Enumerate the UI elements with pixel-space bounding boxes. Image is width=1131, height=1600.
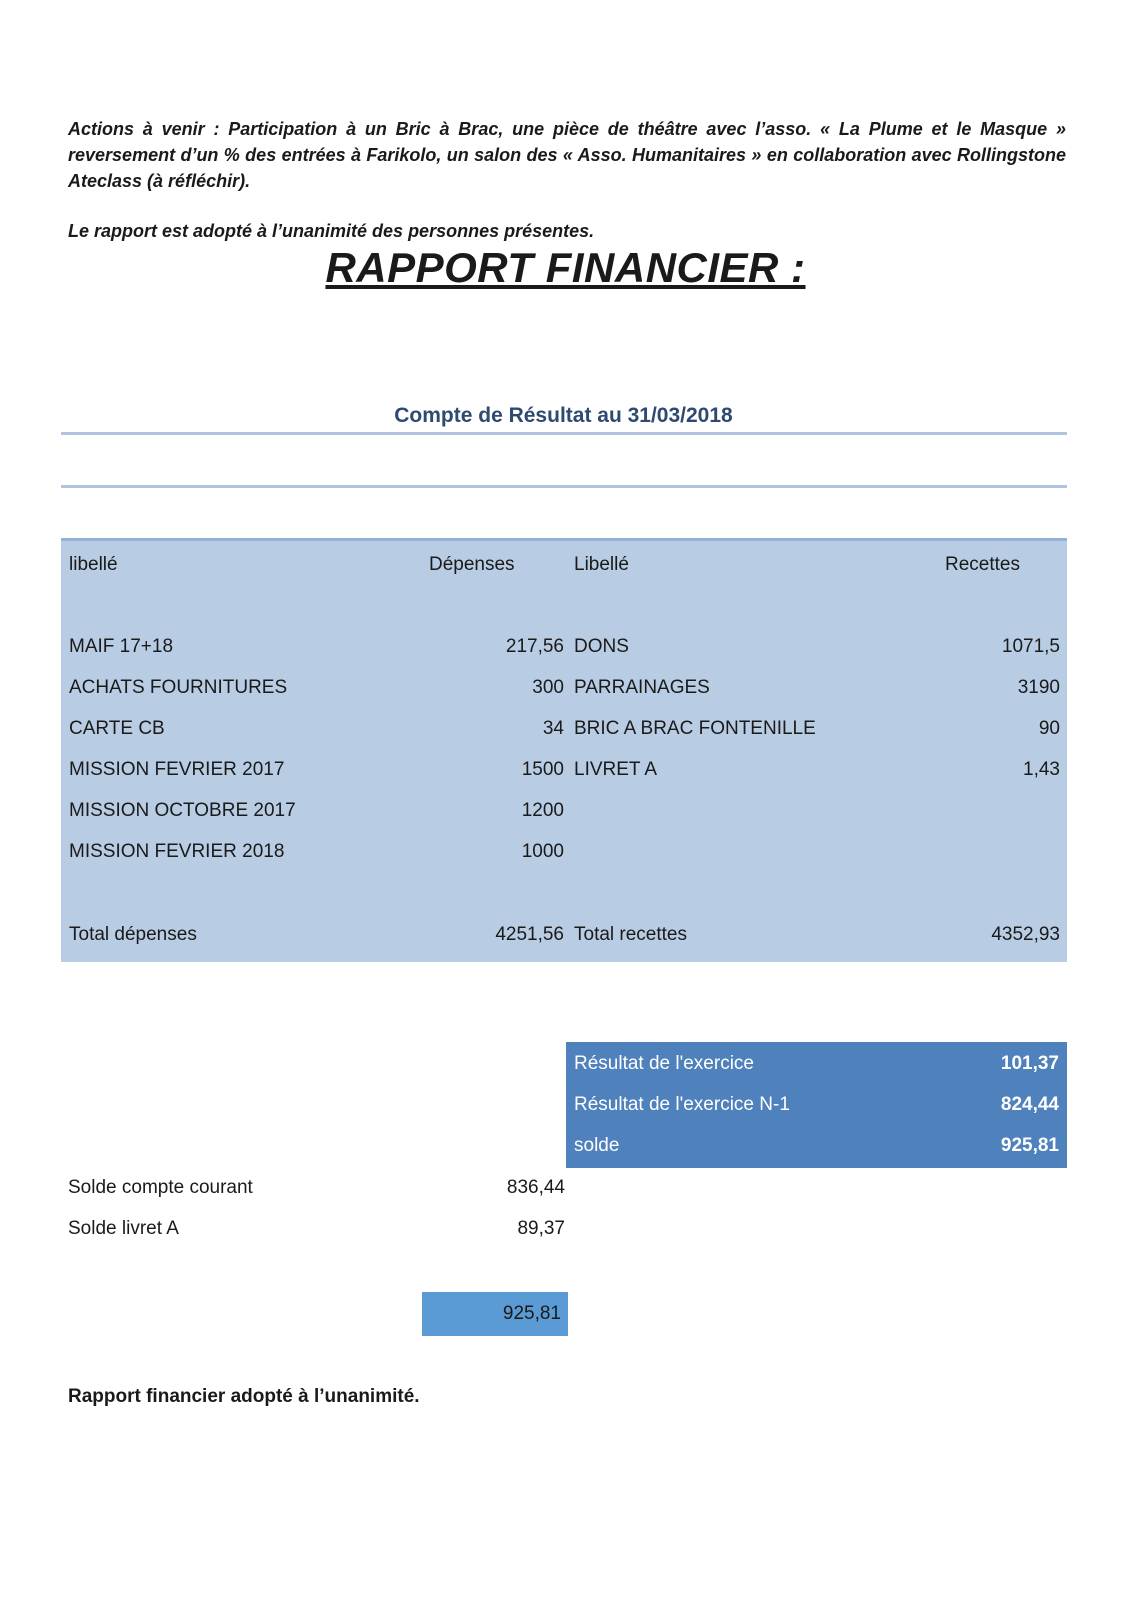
row-depense: 1500 — [521, 759, 564, 780]
result-summary-box — [566, 1042, 1067, 1168]
total-recettes-label: Total recettes — [574, 924, 687, 945]
income-statement-table — [61, 538, 1067, 962]
divider — [61, 432, 1067, 435]
page-title: RAPPORT FINANCIER : — [325, 244, 806, 291]
row-libelle-recette: PARRAINAGES — [574, 677, 710, 698]
row-recette: 3190 — [1017, 677, 1060, 698]
row-libelle-recette: DONS — [574, 636, 629, 657]
row-recette: 90 — [1038, 718, 1060, 739]
balance-total-box — [422, 1292, 568, 1336]
row-depense: 217,56 — [505, 636, 564, 657]
row-libelle-depense: CARTE CB — [69, 718, 165, 739]
row-libelle-recette: LIVRET A — [574, 759, 658, 780]
row-libelle-recette: BRIC A BRAC FONTENILLE — [574, 718, 816, 739]
result-label: Résultat de l'exercice — [574, 1053, 754, 1074]
row-recette: 1,43 — [1023, 759, 1060, 780]
total-recettes-value: 4352,93 — [991, 924, 1060, 945]
row-libelle-depense: MISSION OCTOBRE 2017 — [69, 800, 296, 821]
balance-value: 836,44 — [506, 1177, 565, 1198]
header-libelle-depenses: libellé — [69, 554, 118, 575]
adoption-paragraph: Le rapport est adopté à l’unanimité des personnes présentes. — [68, 221, 595, 241]
balance-value: 89,37 — [517, 1218, 565, 1239]
header-libelle-recettes: Libellé — [574, 554, 629, 575]
row-depense: 34 — [542, 718, 564, 739]
header-depenses: Dépenses — [429, 554, 515, 575]
result-label: solde — [574, 1135, 620, 1156]
balance-total-value: 925,81 — [502, 1303, 561, 1324]
row-depense: 1200 — [521, 800, 564, 821]
row-depense: 1000 — [521, 841, 564, 862]
result-value: 925,81 — [1000, 1135, 1059, 1156]
row-libelle-depense: MAIF 17+18 — [69, 636, 174, 657]
total-depenses-value: 4251,56 — [495, 924, 564, 945]
row-recette: 1071,5 — [1001, 636, 1060, 657]
divider — [61, 485, 1067, 488]
result-value: 101,37 — [1000, 1053, 1059, 1074]
actions-paragraph: Actions à venir : Participation à un Bric à Brac, une pièce de théâtre avec l’asso. « La Plume et le Masque » reversement d’un % des entrées à Farikolo, un salon des « Asso. Humanitaires » en collaboration avec Rollingstone Ateclass (à réfléchir). — [68, 119, 1066, 191]
row-libelle-depense: ACHATS FOURNITURES — [69, 677, 288, 698]
section-subtitle: Compte de Résultat au 31/03/2018 — [394, 404, 733, 427]
result-value: 824,44 — [1000, 1094, 1059, 1115]
row-depense: 300 — [532, 677, 564, 698]
total-depenses-label: Total dépenses — [69, 924, 197, 945]
row-libelle-depense: MISSION FEVRIER 2017 — [69, 759, 285, 780]
balance-label: Solde livret A — [68, 1218, 179, 1239]
row-libelle-depense: MISSION FEVRIER 2018 — [69, 841, 285, 862]
footer-adoption-note: Rapport financier adopté à l’unanimité. — [68, 1386, 420, 1407]
result-label: Résultat de l'exercice N-1 — [574, 1094, 790, 1115]
header-recettes: Recettes — [945, 554, 1020, 575]
balance-label: Solde compte courant — [68, 1177, 253, 1198]
